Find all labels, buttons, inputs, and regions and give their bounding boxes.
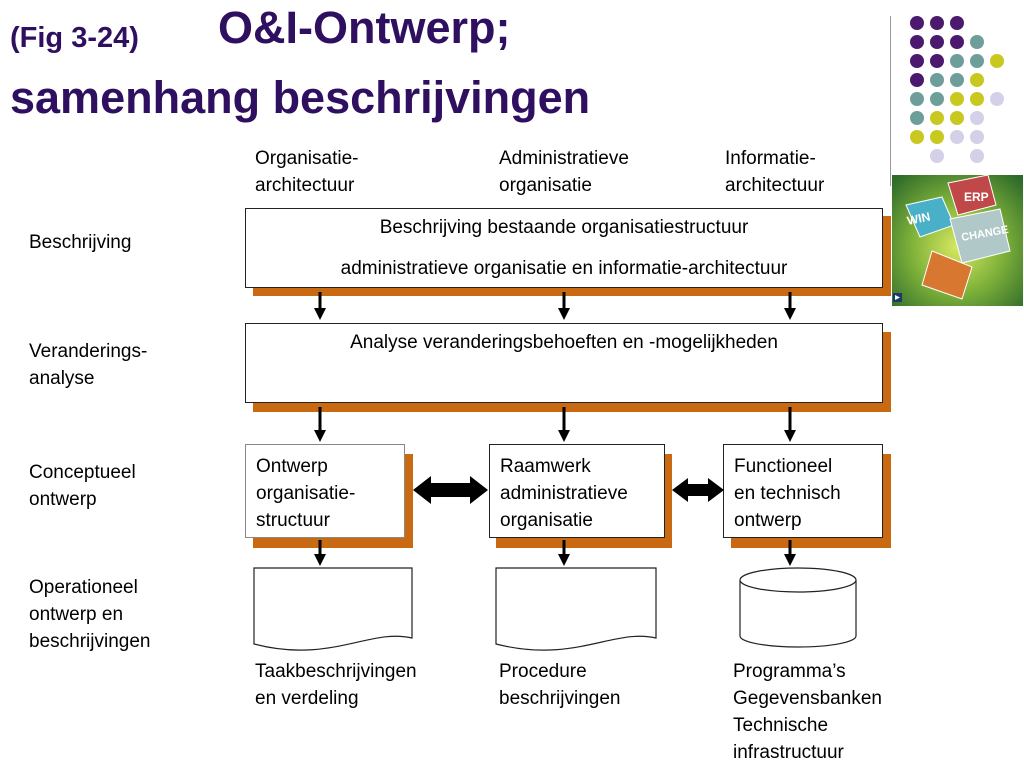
slide-title-line2: samenhang beschrijvingen (10, 72, 591, 123)
output-label-line: en verdeling (255, 688, 359, 709)
arrow-down (784, 292, 796, 320)
output-label-line: beschrijvingen (499, 688, 621, 709)
output-label-taakbeschrijvingen (255, 658, 417, 712)
row-label-line: ontwerp en (29, 604, 124, 625)
box-text-line: ontwerp (734, 510, 802, 531)
photo-text-change: CHANGE (960, 223, 1010, 244)
arrow-down (558, 407, 570, 442)
box-text-line: en technisch (734, 483, 841, 504)
arrow-down (314, 540, 326, 566)
arrow-down (784, 407, 796, 442)
photo-text-erp: ERP (964, 190, 989, 204)
box-text-line: administratieve organisatie en informatie-architectuur (340, 258, 788, 279)
column-heading-line: architectuur (255, 175, 355, 196)
arrow-down (558, 540, 570, 566)
double-arrow (672, 478, 724, 502)
slide-title: O&I-Ontwerp; (218, 2, 511, 53)
document-shape-procedure (496, 568, 656, 650)
column-heading-line: organisatie (499, 175, 592, 196)
figure-number: (Fig 3-24) (10, 22, 139, 54)
row-label-line: Veranderings- (29, 341, 148, 362)
row-label-line: beschrijvingen (29, 631, 151, 652)
row-label-line: Operationeel (29, 577, 138, 598)
document-shape-taakbeschrijvingen (254, 568, 412, 650)
column-heading-line: Organisatie- (255, 148, 359, 169)
output-label-line: Technische (733, 715, 829, 736)
row-label-line: analyse (29, 368, 95, 389)
box-text-line: Raamwerk (500, 456, 591, 477)
column-heading-line: Informatie- (725, 148, 816, 169)
arrow-down (314, 292, 326, 320)
column-heading-line: architectuur (725, 175, 825, 196)
arrow-down (784, 540, 796, 566)
row-label-line: Conceptueel (29, 462, 136, 483)
column-heading-line: Administratieve (499, 148, 629, 169)
output-label-line: Procedure (499, 661, 587, 682)
box-text-line: administratieve (500, 483, 628, 504)
box-text-line: Ontwerp (256, 456, 328, 477)
row-label-line: ontwerp (29, 489, 97, 510)
box-text-line: organisatie- (256, 483, 356, 504)
row-label-line: Beschrijving (29, 232, 132, 253)
output-label-line: infrastructuur (733, 742, 844, 763)
output-label-line: Gegevensbanken (733, 688, 882, 709)
output-label-programmas (733, 658, 882, 766)
database-cylinder (740, 568, 856, 647)
box-text-line: Beschrijving bestaande organisatiestructuur (379, 217, 749, 238)
output-label-line: Programma’s (733, 661, 846, 682)
output-label-line: Taakbeschrijvingen (255, 661, 417, 682)
double-arrow (413, 476, 488, 504)
arrow-down (314, 407, 326, 442)
arrow-down (558, 292, 570, 320)
box-text-line: Analyse veranderingsbehoeften en -mogelijkheden (350, 332, 778, 353)
box-text-line: structuur (256, 510, 330, 531)
box-text-line: organisatie (500, 510, 593, 531)
photo-text-win: WIN (905, 209, 932, 228)
output-label-procedure-beschrijvingen (499, 658, 620, 712)
box-text-line: Functioneel (734, 456, 833, 477)
